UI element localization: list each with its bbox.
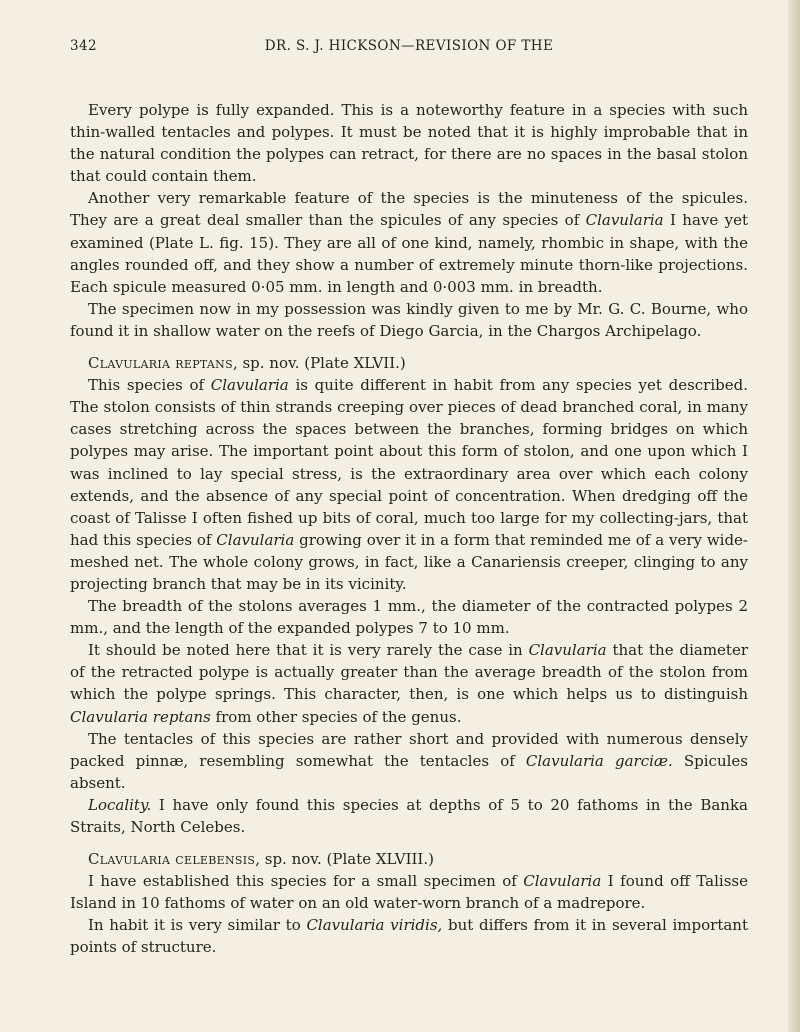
page-edge-shadow [788, 0, 800, 1032]
paragraph-celebensis-specimen: I have established this species for a small specimen of Clavularia I found off Talisse Island in 10 fathoms of water on an old water-worn branch of a madrepore. [70, 872, 748, 913]
body-text [70, 99, 748, 959]
paragraph-polype-expanded: Every polype is fully expanded. This is a noteworthy feature in a species with such thin-walled tentacles and polypes. It must be noted that it is highly improbable that in the natural condition the polypes can retract, for there are no spaces in the basal stolon that could contain them. [70, 101, 748, 186]
paragraph-reptans-locality: Locality. I have only found this species at depths of 5 to 20 fathoms in the Banka Straits, North Celebes. [70, 795, 748, 836]
section-heading-clavularia-celebensis: Clavularia celebensis, sp. nov. (Plate XLVIII.) [88, 850, 434, 869]
section-heading-clavularia-reptans: Clavularia reptans, sp. nov. (Plate XLVII.) [88, 354, 406, 373]
running-head: DR. S. J. HICKSON—REVISION OF THE [264, 38, 554, 54]
page-header [70, 38, 748, 60]
paragraph-reptans-habit: This species of Clavularia is quite different in habit from any species yet described. The stolon consists of thin strands creeping over pieces of dead branched coral, in many cases stretching across the spaces between the branches, forming bridges on which polypes may arise. The important point about this form of stolon, and one upon which I was inclined to lay special stress, is the extraordinary area over which each colony extends, and the absence of any special point of concentration. When dredging off the coast of Talisse I often fished up bits of coral, much too large for my collecting-jars, that had this species of Clavularia growing over it in a form that reminded me of a very wide-meshed net. The whole colony grows, in fact, like a Canariensis creeper, clinging to any projecting branch that may be in its vicinity. [70, 376, 748, 593]
paragraph-reptans-measurements: The breadth of the stolons averages 1 mm., the diameter of the contracted polypes 2 mm., and the length of the expanded polypes 7 to 10 mm. [70, 597, 748, 638]
paragraph-celebensis-habit: In habit it is very similar to Clavularia viridis, but differs from it in several important points of structure. [70, 916, 748, 957]
paragraph-reptans-diameter: It should be noted here that it is very rarely the case in Clavularia that the diameter of the retracted polype is actually greater than the average breadth of the stolon from which the polype springs. This character, then, is one which helps us to distinguish Clavularia reptans from other species of the genus. [70, 641, 749, 726]
paragraph-reptans-tentacles: The tentacles of this species are rather short and provided with numerous densely packed pinnæ, resembling somewhat the tentacles of Clavularia garciæ. Spicules absent. [70, 729, 748, 792]
page-number: 342 [70, 38, 97, 54]
paragraph-specimen-origin: The specimen now in my possession was kindly given to me by Mr. G. C. Bourne, who found it in shallow water on the reefs of Diego Garcia, in the Chargos Archipelago. [70, 299, 748, 340]
paragraph-spicules: Another very remarkable feature of the species is the minuteness of the spicules. They are a great deal smaller than the spicules of any species of Clavularia I have yet examined (Plate L. fig. 15). They are all of one kind, namely, rhombic in shape, with the angles rounded off, and they show a number of extremely minute thorn-like projections. Each spicule measured 0·05 mm. in length and 0·003 mm. in breadth. [70, 189, 748, 296]
